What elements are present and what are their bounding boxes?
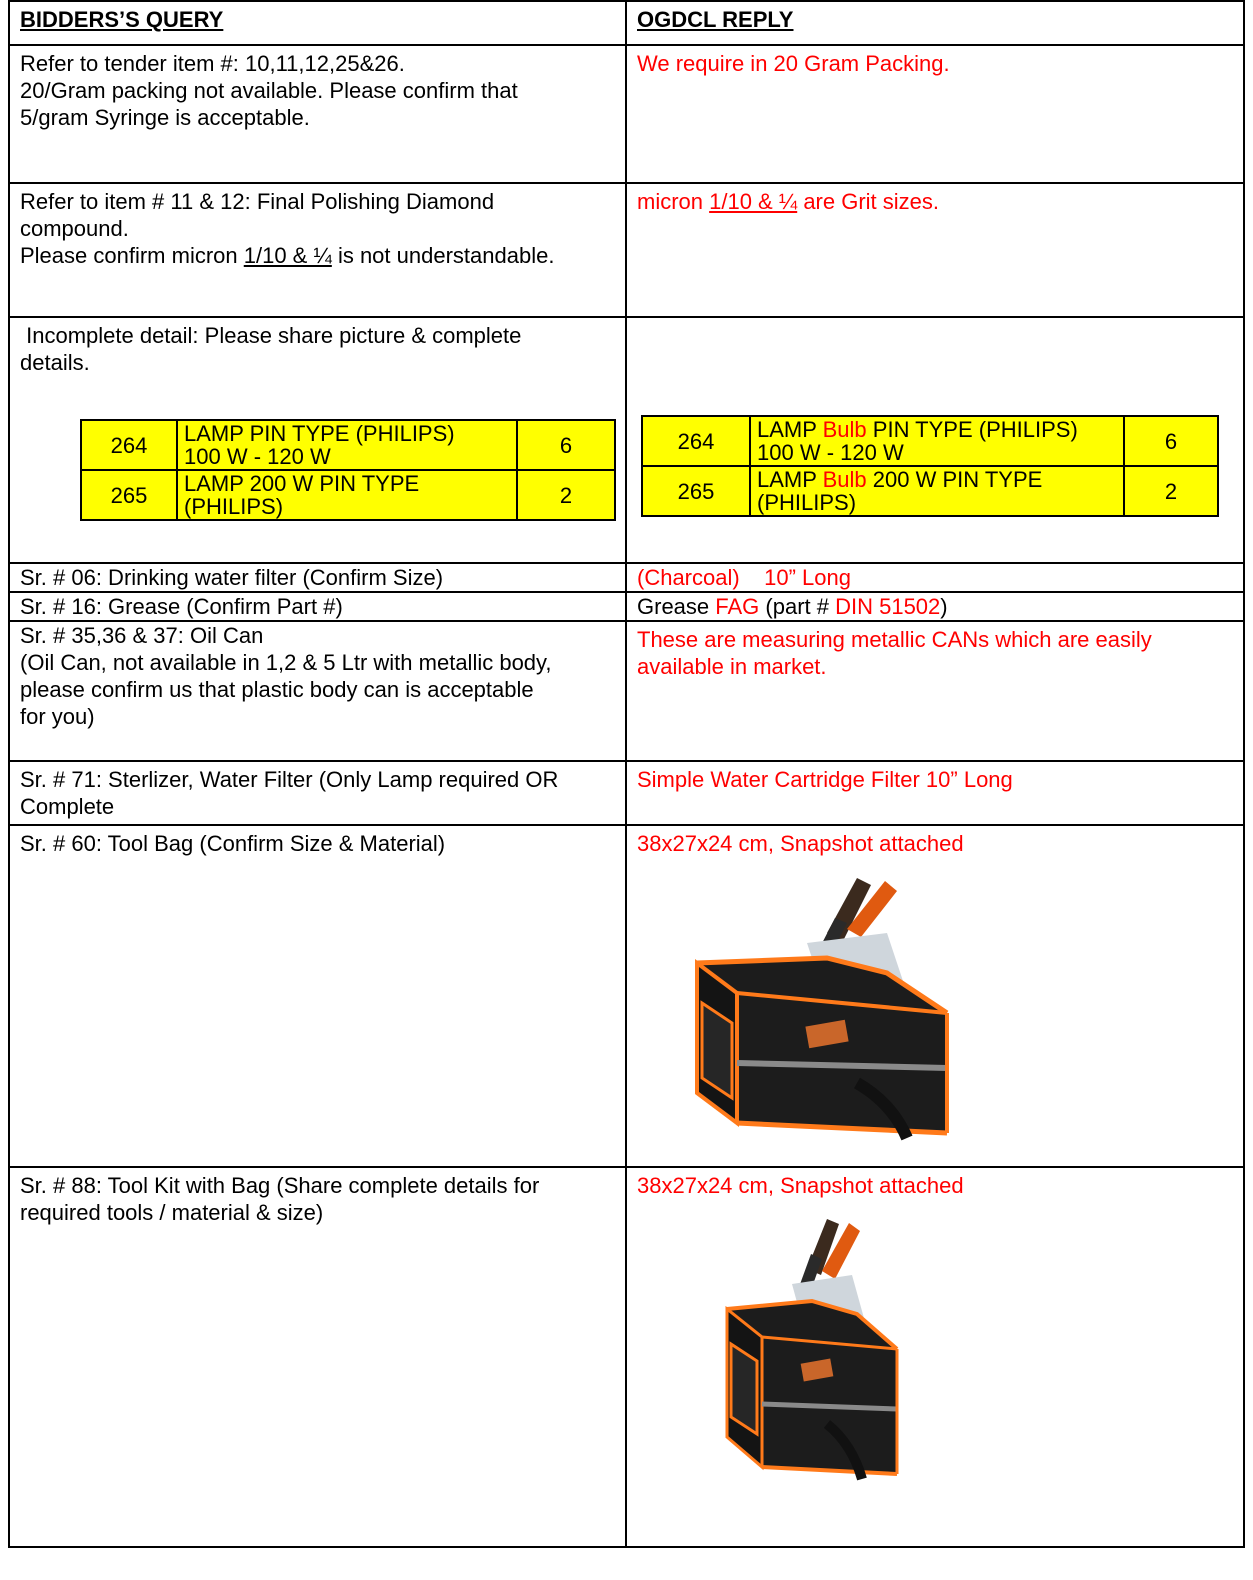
reply-text: available in market.: [637, 654, 827, 679]
table-row: [9, 317, 1244, 563]
item-description: LAMP 200 W PIN TYPE (PHILIPS): [177, 470, 517, 520]
header-row: [9, 1, 1244, 45]
query-text: please confirm us that plastic body can is acceptable: [20, 677, 534, 702]
query-text: Sr. # 16: Grease (Confirm Part #): [20, 594, 343, 619]
query-text: Sr. # 71: Sterlizer, Water Filter (Only Lamp required OR: [20, 767, 559, 792]
query-reply-table: [8, 0, 1245, 1548]
query-cell: [9, 563, 626, 592]
reply-text: 38x27x24 cm, Snapshot attached: [637, 1173, 964, 1198]
query-cell: [9, 1167, 626, 1547]
query-text: compound.: [20, 216, 129, 241]
reply-text: We require in 20 Gram Packing.: [637, 51, 950, 76]
reply-cell: [626, 183, 1244, 317]
header-bidders-query: BIDDERS’S QUERY: [9, 1, 626, 45]
table-row: [9, 183, 1244, 317]
document-page: [8, 0, 1245, 1548]
query-text: Sr. # 60: Tool Bag (Confirm Size & Material): [20, 831, 446, 856]
item-quantity: 6: [517, 420, 615, 470]
query-cell: [9, 317, 626, 563]
reply-cell: [626, 621, 1244, 761]
item-quantity: 2: [517, 470, 615, 520]
table-row: [9, 761, 1244, 825]
table-row: [9, 592, 1244, 621]
query-text: Complete: [20, 794, 115, 819]
table-row: [9, 563, 1244, 592]
query-cell: [9, 761, 626, 825]
query-text: Sr. # 35,36 & 37: Oil Can: [20, 623, 264, 648]
item-description: LAMP PIN TYPE (PHILIPS) 100 W - 120 W: [177, 420, 517, 470]
reply-cell: [626, 592, 1244, 621]
query-cell: [9, 45, 626, 183]
item-row: [642, 466, 1218, 516]
item-number: 265: [81, 470, 177, 520]
reply-text: micron 1/10 & ¼ are Grit sizes.: [637, 189, 940, 214]
reply-cell: [626, 45, 1244, 183]
item-row: [81, 420, 615, 470]
reply-text: These are measuring metallic CANs which are easily: [637, 627, 1152, 652]
table-row: [9, 45, 1244, 183]
item-number: 265: [642, 466, 750, 516]
item-quantity: 6: [1124, 416, 1218, 466]
query-cell: [9, 592, 626, 621]
item-row: [81, 470, 615, 520]
query-text: (Oil Can, not available in 1,2 & 5 Ltr with metallic body,: [20, 650, 552, 675]
reply-cell: [626, 1167, 1244, 1547]
reply-cell: [626, 317, 1244, 563]
query-text: Refer to tender item #: 10,11,12,25&26.: [20, 51, 405, 76]
query-text: 5/gram Syringe is acceptable.: [20, 105, 310, 130]
query-text: 20/Gram packing not available. Please confirm that: [20, 78, 518, 103]
tool-bag-image: [707, 1209, 907, 1499]
reply-cell: [626, 563, 1244, 592]
query-text: Refer to item # 11 & 12: Final Polishing Diamond: [20, 189, 495, 214]
query-text: for you): [20, 704, 95, 729]
query-cell: [9, 825, 626, 1167]
table-row: [9, 621, 1244, 761]
query-item-table: [80, 419, 616, 521]
query-text: Sr. # 88: Tool Kit with Bag (Share complete details for: [20, 1173, 540, 1198]
query-text: Sr. # 06: Drinking water filter (Confirm Size): [20, 565, 444, 590]
query-text: Please confirm micron 1/10 & ¼ is not understandable.: [20, 243, 555, 268]
reply-text: Grease FAG (part # DIN 51502): [637, 594, 948, 619]
item-description: LAMP Bulb 200 W PIN TYPE (PHILIPS): [750, 466, 1124, 516]
item-quantity: 2: [1124, 466, 1218, 516]
reply-text: (Charcoal) 10” Long: [637, 565, 851, 590]
query-text: details.: [20, 350, 90, 375]
reply-item-table: [641, 415, 1219, 517]
item-number: 264: [81, 420, 177, 470]
query-cell: [9, 183, 626, 317]
reply-cell: [626, 761, 1244, 825]
query-text: required tools / material & size): [20, 1200, 324, 1225]
table-row: [9, 825, 1244, 1167]
reply-text: 38x27x24 cm, Snapshot attached: [637, 831, 964, 856]
table-row: [9, 1167, 1244, 1547]
item-row: [642, 416, 1218, 466]
header-ogdcl-reply: OGDCL REPLY: [626, 1, 1244, 45]
reply-text: Simple Water Cartridge Filter 10” Long: [637, 767, 1013, 792]
item-description: LAMP Bulb PIN TYPE (PHILIPS) 100 W - 120 W: [750, 416, 1124, 466]
query-cell: [9, 621, 626, 761]
reply-cell: [626, 825, 1244, 1167]
tool-bag-image: [657, 863, 977, 1153]
query-text: Incomplete detail: Please share picture & complete: [20, 323, 522, 348]
item-number: 264: [642, 416, 750, 466]
